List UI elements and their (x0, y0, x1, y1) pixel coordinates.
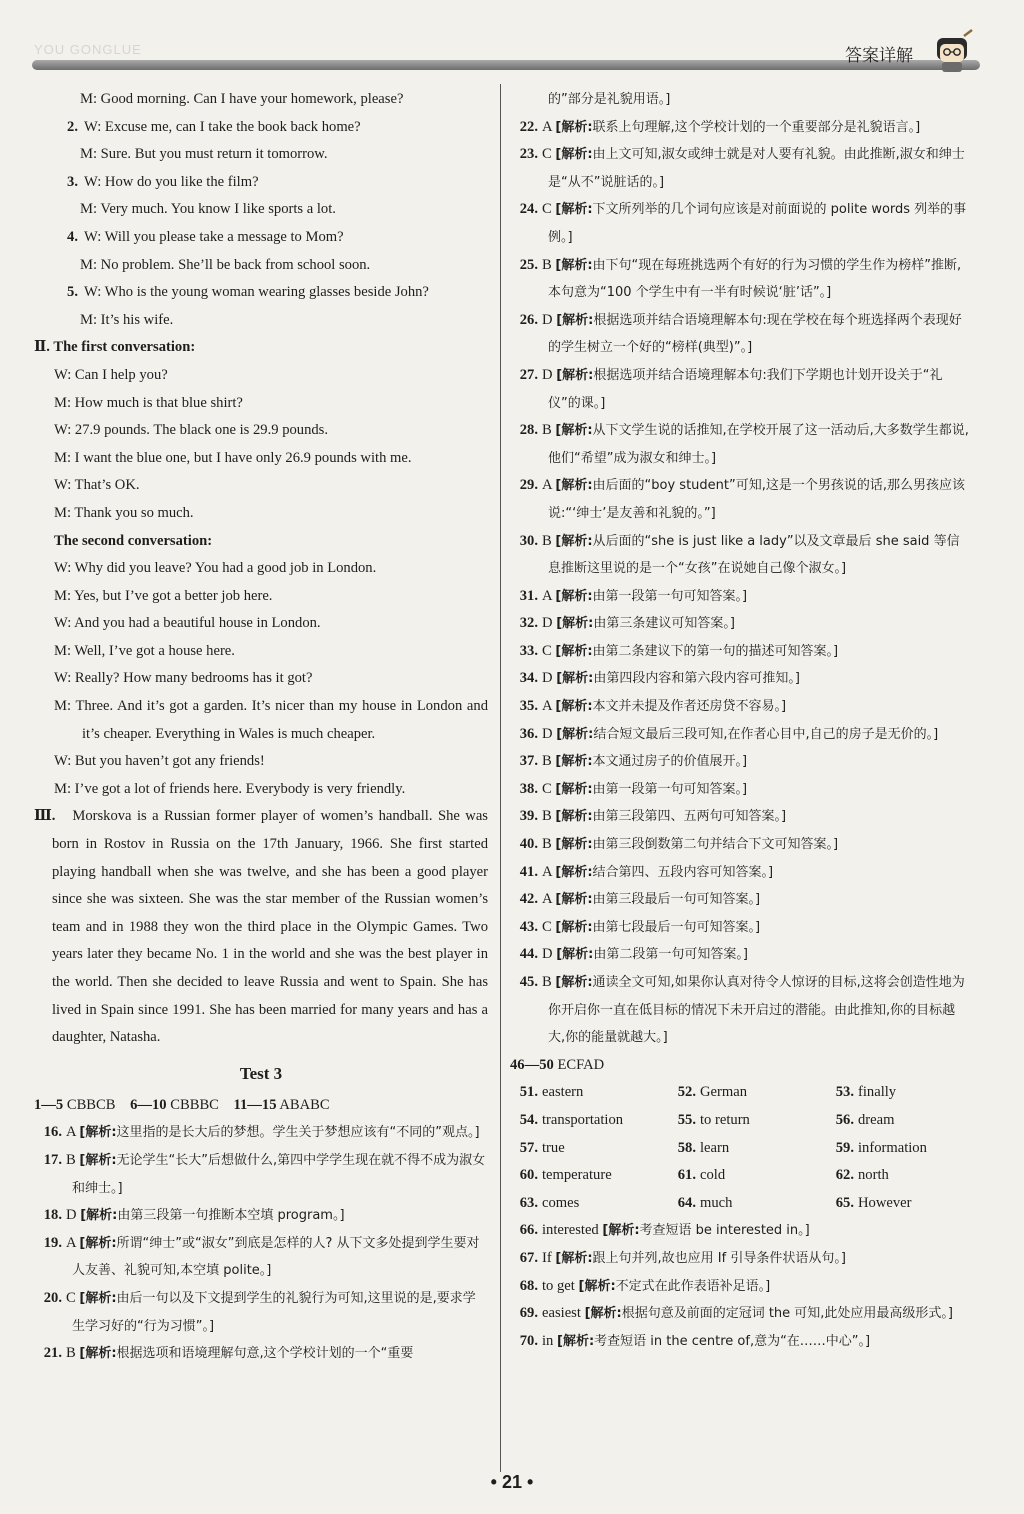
grid-answer: 64. much (677, 1194, 733, 1211)
left-column (34, 86, 488, 1368)
grid-answer: 59. information (835, 1139, 927, 1156)
dialog-line: M: Well, I’ve got a house here. (54, 642, 235, 659)
dialog-line: M: Three. And it’s got a garden. It’s nicer than my house in London and it’s cheaper. Everything in Wales is much cheaper. (54, 698, 488, 742)
grid-answer: 52. German (677, 1084, 748, 1101)
grid-answer: 51. eastern (519, 1084, 584, 1101)
answer-item: 28. B [解析:从下文学生说的话推知,在学校开展了这一活动后,大多数学生都说,他们“希望”成为淑女和绅士。] (519, 422, 969, 466)
answer-item: 16. A [解析:这里指的是长大后的梦想。学生关于梦想应该有“不同的”观点。] (43, 1124, 480, 1141)
dialog-line: M: Very much. You know I like sports a lot. (80, 201, 336, 218)
page-number: • 21 • (490, 1472, 534, 1492)
dialog-line: W: Why did you leave? You had a good job in London. (54, 560, 377, 577)
answer-item: 66. interested [解析:考查短语 be interested in。] (519, 1222, 810, 1239)
answer-item: 23. C [解析:由上文可知,淑女或绅士就是对人要有礼貌。由此推断,淑女和绅士是“从不”说脏话的。] (519, 146, 965, 190)
answer-item: 19. A [解析:所谓“绅士”或“淑女”到底是怎样的人? 从下文多处提到学生要对人友善、礼貌可知,本空填 polite。] (43, 1234, 480, 1279)
dialog-line: M: Sure. But you must return it tomorrow. (80, 146, 328, 163)
dialog-line: M: I’ve got a lot of friends here. Everybody is very friendly. (54, 780, 406, 797)
answer-item: 42. A [解析:由第三段最后一句可知答案。] (519, 891, 761, 908)
answer-item: 20. C [解析:由后一句以及下文提到学生的礼貌行为可知,这里说的是,要求学生学习好的“行为习惯”。] (43, 1289, 476, 1334)
answer-item: 24. C [解析:下文所列举的几个词句应该是对前面说的 polite words 列举的事例。] (519, 201, 967, 245)
dialog-line: W: Can I help you? (54, 366, 168, 383)
answer-item: 33. C [解析:由第二条建议下的第一句的描述可知答案。] (519, 642, 839, 659)
dialog-line: M: I want the blue one, but I have only 26.9 pounds with me. (54, 449, 412, 466)
test-3-title: Test 3 (239, 1063, 283, 1083)
range-answers: 46—50 ECFAD (510, 1056, 605, 1073)
dialog-line: W: Really? How many bedrooms has it got? (54, 670, 313, 687)
dialog-line: M: How much is that blue shirt? (54, 394, 243, 411)
answer-item: 21. B [解析:根据选项和语境理解句意,这个学校计划的一个“重要 (43, 1345, 414, 1362)
answer-item: 68. to get [解析:不定式在此作表语补足语。] (519, 1277, 771, 1294)
grid-answer: 56. dream (835, 1111, 895, 1128)
section-3-label: Ⅲ. (34, 808, 56, 825)
dialog-line: 3. W: How do you like the film? (67, 173, 259, 190)
passage: Ⅲ. Morskova is a Russian former player of women’s handball. She was born in Rostov in Russia on the 17th January, 1966. She first started playing handball when she was twelve, and she has been a good player since she was sixteen. She was the star member of the Russian women’s team and in 1988 they won the third place in the Olympic Games. Two years later they became No. 1 in the world and she was the best player in the world. Then she decided to leave Russia and went to Spain. She has lived in Spain since 1991. She has been married for many years and has a daughter, Natasha. (34, 803, 488, 1051)
answer-item: 29. A [解析:由后面的“boy student”可知,这是一个男孩说的话,那么男孩应该说:“‘绅士’是友善和礼貌的。”] (519, 477, 965, 521)
dialog-line: 2. W: Excuse me, can I take the book back home? (67, 118, 361, 135)
mc-answers: 1—5 CBBCB 6—10 CBBBC 11—15 ABABC (34, 1096, 330, 1113)
answer-item: 27. D [解析:根据选项并结合语境理解本句:我们下学期也计划开设关于“礼仪”的课。] (519, 366, 943, 411)
word-grid (510, 1079, 972, 1217)
answer-item: 34. D [解析:由第四段内容和第六段内容可推知。] (519, 670, 800, 687)
dialog-line: W: That’s OK. (54, 477, 140, 494)
grid-answer: 65. However (835, 1194, 912, 1211)
grid-answer: 62. north (835, 1167, 889, 1184)
header-bar (32, 60, 980, 70)
dialog-line: M: It’s his wife. (80, 311, 174, 328)
dialog-line: 4. W: Will you please take a message to Mom? (67, 228, 344, 245)
dialog-line: M: No problem. She’ll be back from school soon. (80, 256, 371, 273)
answer-item: 70. in [解析:考查短语 in the centre of,意为“在……中心”。] (519, 1332, 871, 1349)
dialog-line: W: 27.9 pounds. The black one is 29.9 pounds. (54, 422, 329, 439)
mascot-icon (928, 28, 976, 76)
answer-item: 17. B [解析:无论学生“长大”后想做什么,第四中学学生现在就不得不成为淑女和绅士。] (43, 1151, 486, 1196)
answer-item: 25. B [解析:由下句“现在每班挑选两个有好的行为习惯的学生作为榜样”推断,本句意为“100 个学生中有一半有时候说‘脏’话”。] (519, 256, 962, 301)
answer-continuation: 的”部分是礼貌用语。] (548, 92, 671, 107)
right-column (510, 86, 972, 1355)
grid-answer: 63. comes (519, 1194, 580, 1211)
answer-list (510, 1217, 972, 1355)
answer-item: 39. B [解析:由第三段第四、五两句可知答案。] (519, 808, 787, 825)
grid-answer: 55. to return (677, 1111, 750, 1128)
header-title: 答案详解 (845, 46, 913, 66)
answer-item: 26. D [解析:根据选项并结合语境理解本句:现在学校在每个班选择两个表现好的学生树立一个好的“榜样(典型)”。] (519, 311, 962, 356)
dialog-line: W: But you haven’t got any friends! (54, 753, 265, 770)
answer-item: 37. B [解析:本文通过房子的价值展开。] (519, 753, 748, 770)
answer-item: 45. B [解析:通读全文可知,如果你认真对待令人惊讶的目标,这将会创造性地为你开启你一直在低目标的情况下未开启过的潜能。由此推知,你的目标越大,你的能量就越大。] (519, 974, 965, 1046)
column-divider (500, 84, 501, 1472)
answer-item: 43. C [解析:由第七段最后一句可知答案。] (519, 918, 761, 935)
answer-item: 18. D [解析:由第三段第一句推断本空填 program。] (43, 1207, 345, 1224)
section-2-heading: Ⅱ. The first conversation: (34, 339, 196, 356)
grid-answer: 57. true (519, 1139, 565, 1156)
dialog-line: M: Thank you so much. (54, 504, 194, 521)
answer-item: 22. A [解析:联系上句理解,这个学校计划的一个重要部分是礼貌语言。] (519, 118, 921, 135)
answer-item: 36. D [解析:结合短文最后三段可知,在作者心目中,自己的房子是无价的。] (519, 725, 939, 742)
dialog-line: M: Yes, but I’ve got a better job here. (54, 587, 273, 604)
answer-item: 35. A [解析:本文并未提及作者还房贷不容易。] (519, 698, 787, 715)
conversation-title: The second conversation: (54, 532, 213, 549)
answer-item: 40. B [解析:由第三段倒数第二句并结合下文可知答案。] (519, 836, 839, 853)
grid-answer: 60. temperature (519, 1167, 612, 1184)
grid-answer: 58. learn (677, 1139, 730, 1156)
dialog-line: M: Good morning. Can I have your homework, please? (80, 91, 404, 107)
answer-item: 32. D [解析:由第三条建议可知答案。] (519, 615, 735, 632)
answer-item: 44. D [解析:由第二段第一句可知答案。] (519, 946, 748, 963)
header-brand: YOU GONGLUE (34, 42, 142, 57)
dialog-line: W: And you had a beautiful house in London. (54, 615, 321, 632)
answer-item: 31. A [解析:由第一段第一句可知答案。] (519, 587, 748, 604)
answer-item: 67. If [解析:跟上句并列,故也应用 If 引导条件状语从句。] (519, 1249, 846, 1266)
answer-item: 41. A [解析:结合第四、五段内容可知答案。] (519, 863, 774, 880)
answer-item: 69. easiest [解析:根据句意及前面的定冠词 the 可知,此处应用最高级形式。] (519, 1305, 954, 1322)
grid-answer: 54. transportation (519, 1111, 624, 1128)
answer-item: 38. C [解析:由第一段第一句可知答案。] (519, 780, 748, 797)
grid-answer: 61. cold (677, 1167, 726, 1184)
grid-answer: 53. finally (835, 1084, 897, 1101)
answer-list (510, 114, 972, 1052)
dialog-line: 5. W: Who is the young woman wearing glasses beside John? (67, 284, 429, 301)
answer-item: 30. B [解析:从后面的“she is just like a lady”以及文章最后 she said 等信息推断这里说的是一个“女孩”在说她自己像个淑女。] (519, 532, 960, 577)
